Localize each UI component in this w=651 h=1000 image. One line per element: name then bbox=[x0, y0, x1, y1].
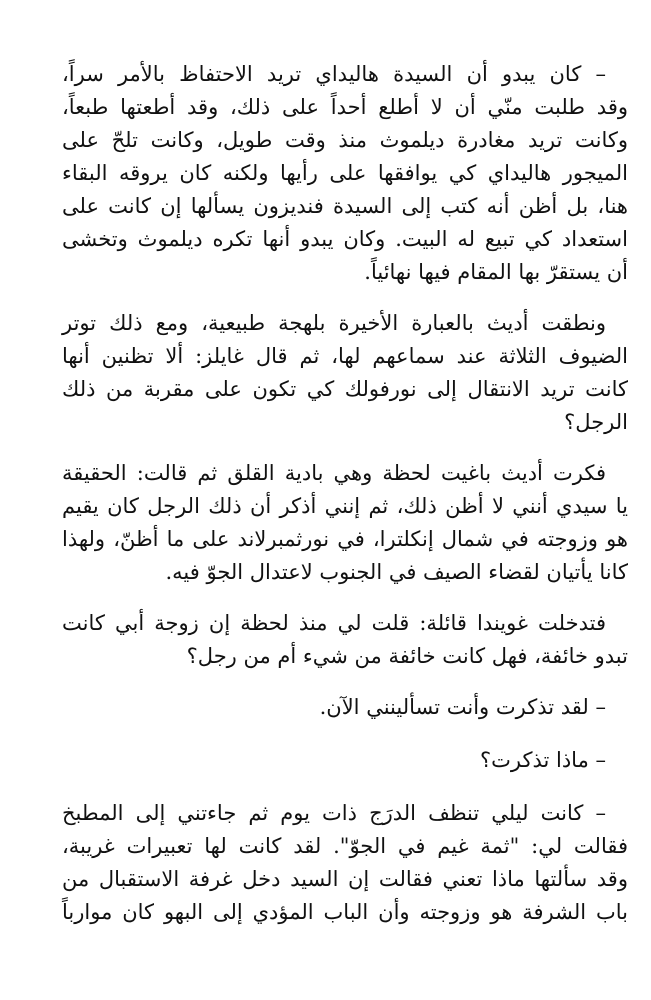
book-page bbox=[62, 58, 628, 947]
paragraph-line: أن يستقرّ بها المقام فيها نهائياً. bbox=[364, 260, 628, 284]
paragraph-line: الميجور هاليداي كي يوافقها على رأيها ولكنه كان يروقه البقاء bbox=[62, 161, 629, 185]
paragraph-line: تبدو خائفة، فهل كانت خائفة من شيء أم من رجل؟ bbox=[186, 644, 628, 668]
paragraph-5 bbox=[62, 797, 628, 929]
paragraph-line: – كان يبدو أن السيدة هاليداي تريد الاحتفاظ بالأمر سراً، bbox=[62, 62, 606, 86]
paragraph-line: فكرت أديث باغيت لحظة وهي بادية القلق ثم قالت: الحقيقة bbox=[62, 461, 606, 485]
paragraph-line: وقد طلبت منّي أن لا أطلع أحداً على ذلك، وقد أطعتها طبعاً، bbox=[62, 95, 628, 119]
paragraph-line: وقد سألتها ماذا تعني فقالت إن السيد دخل غرفة الاستقبال من bbox=[62, 867, 628, 891]
paragraph-3 bbox=[62, 457, 628, 589]
paragraph-line: وكانت تريد مغادرة ديلموث منذ وقت طويل، وكانت تلحّ على bbox=[62, 128, 628, 152]
paragraph-1 bbox=[62, 58, 628, 289]
dialogue-line-1: – لقد تذكرت وأنت تسألينني الآن. bbox=[319, 695, 606, 719]
paragraph-line: – كانت ليلي تنظف الدرَج ذات يوم ثم جاءتني إلى المطبخ bbox=[62, 801, 606, 825]
paragraph-line: هو وزوجته في شمال إنكلترا، في نورثمبرلاند على ما أظنّ، ولهذا bbox=[62, 527, 628, 551]
paragraph-line: فقالت لي: "ثمة غيم في الجوّ". لقد كانت لها تعبيرات غريبة، bbox=[62, 834, 628, 858]
paragraph-4 bbox=[62, 607, 628, 673]
dialogue-line-2: – ماذا تذكرت؟ bbox=[479, 748, 606, 772]
paragraph-line: باب الشرفة هو وزوجته وأن الباب المؤدي إلى البهو كان موارباً bbox=[62, 900, 628, 924]
paragraph-line: كانا يأتيان لقضاء الصيف في الجنوب لاعتدال الجوّ فيه. bbox=[165, 560, 628, 584]
paragraph-line: كانت تريد الانتقال إلى نورفولك كي تكون على مقربة من ذلك bbox=[62, 377, 628, 401]
paragraph-line: الضيوف الثلاثة عند سماعهم لها، ثم قال غايلز: ألا تظنين أنها bbox=[62, 344, 628, 368]
paragraph-line: هنا، بل أظن أنه كتب إلى السيدة فنديزون يسألها إن كانت على bbox=[62, 194, 628, 218]
paragraph-line: ونطقت أديث بالعبارة الأخيرة بلهجة طبيعية، ومع ذلك توتر bbox=[62, 311, 606, 335]
paragraph-line: الرجل؟ bbox=[564, 410, 628, 434]
paragraph-2 bbox=[62, 307, 628, 439]
paragraph-line: يا سيدي أنني لا أظن ذلك، ثم إنني أذكر أن ذلك الرجل كان يقيم bbox=[62, 494, 628, 518]
paragraph-line: فتدخلت غويندا قائلة: قلت لي منذ لحظة إن زوجة أبي كانت bbox=[62, 611, 606, 635]
paragraph-line: استعداد كي تبيع له البيت. وكان يبدو أنها تكره ديلموث وتخشى bbox=[62, 227, 628, 251]
